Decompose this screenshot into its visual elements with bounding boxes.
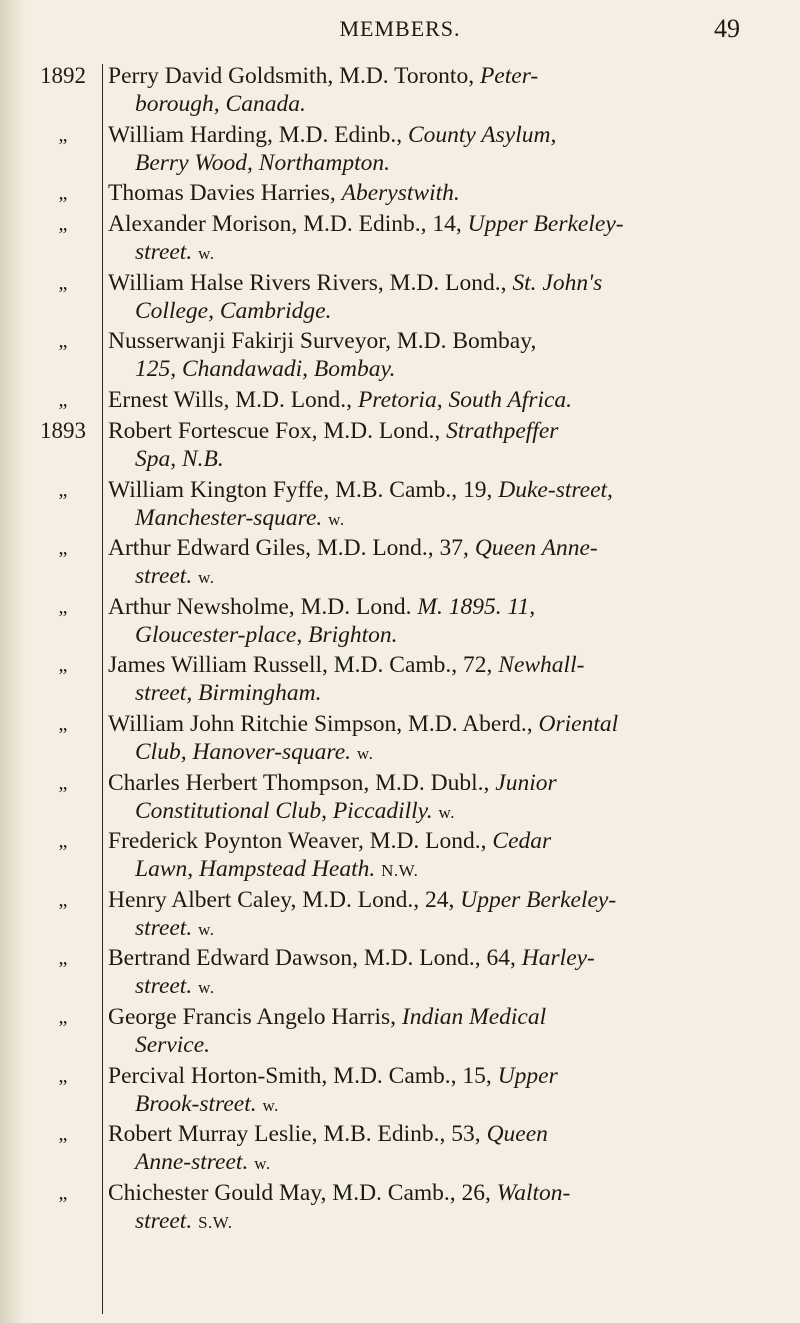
member-entry <box>0 593 800 652</box>
entry-text <box>108 534 740 592</box>
entry-line-1 <box>108 769 740 797</box>
entry-name: James William Russell, M.D. Camb., 72, <box>108 652 499 679</box>
entry-address-cont: Gloucester-place, Brighton. <box>135 621 398 648</box>
entry-year: „ <box>58 271 68 294</box>
entry-line-2 <box>108 149 740 177</box>
entry-postal-district: w. <box>262 1095 279 1115</box>
entry-text <box>108 1003 740 1059</box>
entry-line-1 <box>108 1179 740 1207</box>
entry-address-cont: street. <box>135 914 193 941</box>
entry-address-start: Cedar <box>492 828 552 855</box>
entry-name: Charles Herbert Thompson, M.D. Dubl., <box>108 769 496 796</box>
entry-address-start: Upper Berkeley- <box>460 886 617 913</box>
entry-address-start: Walton- <box>496 1179 571 1206</box>
member-entry <box>0 886 800 945</box>
entry-text <box>108 1062 740 1120</box>
member-entry <box>0 269 800 328</box>
entry-line-2 <box>108 297 740 325</box>
entry-postal-district: w. <box>356 743 374 763</box>
entry-line-1 <box>108 179 740 207</box>
entry-postal-district: w. <box>328 509 345 529</box>
entry-address-cont: street. <box>135 239 193 266</box>
entry-address-start: Indian Medical <box>401 1003 547 1030</box>
entry-address-cont: Manchester-square. <box>135 504 323 531</box>
entry-name: Chichester Gould May, M.D. Camb., 26, <box>108 1179 497 1206</box>
entry-year: „ <box>58 654 68 677</box>
entry-name: Robert Fortescue Fox, M.D. Lond., <box>108 417 447 444</box>
member-entry <box>0 121 800 180</box>
member-entry <box>0 1120 800 1179</box>
entry-line-2 <box>108 90 740 118</box>
entry-address-cont: Lawn, Hampstead Heath. <box>135 856 376 883</box>
entry-name: Perry David Goldsmith, M.D. Toronto, <box>108 63 480 89</box>
member-entry <box>0 827 800 886</box>
entry-address-cont: street, Birmingham. <box>135 680 322 707</box>
entry-name: William Harding, M.D. Edinb., <box>108 121 408 148</box>
entry-year: „ <box>58 1123 68 1146</box>
entry-line-2 <box>108 445 740 473</box>
entry-text <box>108 886 740 944</box>
entry-address-cont: street. <box>135 973 193 1000</box>
entry-line-1 <box>108 476 740 504</box>
entry-address-start: Upper Berkeley- <box>467 211 624 238</box>
entry-line-1 <box>108 1062 740 1090</box>
entry-line-2 <box>108 621 740 649</box>
entry-name: Thomas Davies Harries, <box>108 180 342 207</box>
entry-line-1 <box>108 651 740 679</box>
entry-line-2 <box>108 738 740 768</box>
entry-text <box>108 651 740 707</box>
entry-postal-district: w. <box>198 568 215 588</box>
entry-address-cont: Berry Wood, Northampton. <box>135 149 391 176</box>
entry-year: „ <box>58 1064 68 1087</box>
entry-line-1 <box>108 1120 740 1148</box>
entry-line-1 <box>108 944 740 972</box>
entry-line-2 <box>108 1090 740 1120</box>
entry-line-1 <box>108 1003 740 1031</box>
page-number: 49 <box>714 14 740 43</box>
entry-text <box>108 944 740 1002</box>
entry-text <box>108 827 740 885</box>
entry-line-1 <box>108 417 740 445</box>
member-entry <box>0 534 800 593</box>
entry-line-2 <box>108 1031 740 1059</box>
entry-address-cont: Brook-street. <box>135 1090 257 1117</box>
entry-line-2 <box>108 914 740 944</box>
entry-name: Nusserwanji Fakirji Surveyor, M.D. Bombay, <box>108 328 537 355</box>
entry-address-start: St. John's <box>512 269 603 296</box>
entry-line-2 <box>108 238 740 268</box>
entry-line-2 <box>108 972 740 1002</box>
entry-year: „ <box>58 1181 68 1204</box>
entry-line-1 <box>108 886 740 914</box>
entry-name: Frederick Poynton Weaver, M.D. Lond., <box>108 828 493 855</box>
entry-name: William John Ritchie Simpson, M.D. Aberd., <box>108 710 539 737</box>
entry-text <box>108 1179 740 1237</box>
member-entry <box>0 1062 800 1121</box>
entry-name: Ernest Wills, M.D. Lond., <box>108 386 358 413</box>
entry-address-start: Peter- <box>479 63 539 89</box>
entry-year: „ <box>58 388 68 411</box>
entry-text <box>108 62 740 118</box>
entry-year: „ <box>58 947 68 970</box>
entry-year: „ <box>58 830 68 853</box>
entry-address-start: Aberystwith. <box>341 180 460 207</box>
entry-year: „ <box>58 595 68 618</box>
entry-address-start: Duke-street, <box>498 476 613 503</box>
entry-postal-district: S.W. <box>198 1212 233 1232</box>
entry-text <box>108 121 740 177</box>
running-header: MEMBERS. <box>339 16 461 41</box>
entry-line-1 <box>108 386 740 414</box>
entry-address-cont: borough, Canada. <box>135 91 306 117</box>
member-entry <box>0 476 800 535</box>
member-entry <box>0 62 800 121</box>
entry-year: „ <box>58 712 68 735</box>
entry-year: „ <box>58 213 68 236</box>
entry-line-1 <box>108 121 740 149</box>
entry-line-2 <box>108 855 740 885</box>
entry-address-start: Queen <box>486 1121 548 1148</box>
entry-name: William Halse Rivers Rivers, M.D. Lond., <box>108 269 513 296</box>
entry-postal-district: w. <box>438 802 455 822</box>
entry-year: „ <box>58 1005 68 1028</box>
entry-address-cont: street. <box>135 1207 193 1234</box>
entry-text <box>108 210 740 268</box>
entry-year: 1892 <box>40 63 86 88</box>
member-entry <box>0 944 800 1003</box>
entry-year: „ <box>58 771 68 794</box>
entry-postal-district: w. <box>198 919 215 939</box>
entry-address-cont: Service. <box>135 1031 211 1058</box>
entry-year: „ <box>58 123 68 146</box>
entry-text <box>108 1120 740 1178</box>
member-entry <box>0 210 800 269</box>
entry-address-cont: 125, Chandawadi, Bombay. <box>135 356 396 383</box>
member-entry <box>0 769 800 828</box>
member-entry <box>0 651 800 710</box>
member-list <box>0 62 800 1237</box>
entry-text <box>108 327 740 383</box>
entry-address-cont: street. <box>135 563 193 590</box>
entry-year: „ <box>58 537 68 560</box>
entry-year: „ <box>58 330 68 353</box>
entry-line-1 <box>108 534 740 562</box>
entry-address-cont: Anne-street. <box>135 1149 249 1176</box>
entry-address-cont: Spa, N.B. <box>135 445 224 472</box>
entry-address-cont: Constitutional Club, Piccadilly. <box>135 797 433 824</box>
entry-text <box>108 386 740 414</box>
entry-name: Arthur Edward Giles, M.D. Lond., 37, <box>108 535 475 562</box>
entry-name: Robert Murray Leslie, M.B. Edinb., 53, <box>108 1121 487 1148</box>
entry-name: Henry Albert Caley, M.D. Lond., 24, <box>108 886 461 913</box>
entry-text <box>108 417 740 473</box>
entry-address-start: County Asylum, <box>407 121 557 148</box>
entry-address-start: Oriental <box>538 710 619 737</box>
member-entry <box>0 1003 800 1062</box>
entry-address-start: Pretoria, South Africa. <box>357 386 573 413</box>
member-entry <box>0 417 800 476</box>
entry-address-start: M. 1895. 11, <box>417 593 536 620</box>
entry-line-2 <box>108 1148 740 1178</box>
entry-text <box>108 269 740 325</box>
entry-year: „ <box>58 182 68 205</box>
entry-name: Alexander Morison, M.D. Edinb., 14, <box>108 211 468 238</box>
entry-line-2 <box>108 504 740 534</box>
entry-address-start: Newhall- <box>498 652 585 679</box>
entry-line-1 <box>108 269 740 297</box>
member-entry <box>0 179 800 210</box>
entry-text <box>108 710 740 768</box>
entry-text <box>108 593 740 649</box>
entry-postal-district: w. <box>198 978 215 998</box>
entry-line-1 <box>108 210 740 238</box>
entry-text <box>108 179 740 207</box>
entry-line-1 <box>108 827 740 855</box>
entry-address-start: Queen Anne- <box>474 535 598 562</box>
entry-line-2 <box>108 1207 740 1237</box>
entry-address-cont: Club, Hanover-square. <box>135 738 352 765</box>
entry-line-1 <box>108 593 740 621</box>
entry-line-2 <box>108 355 740 383</box>
member-entry <box>0 710 800 769</box>
entry-name: George Francis Angelo Harris, <box>108 1003 402 1030</box>
entry-postal-district: N.W. <box>381 861 419 881</box>
entry-postal-district: w. <box>254 1154 271 1174</box>
entry-text <box>108 476 740 534</box>
entry-line-2 <box>108 562 740 592</box>
entry-line-1 <box>108 62 740 90</box>
entry-year: „ <box>58 478 68 501</box>
entry-text <box>108 769 740 827</box>
entry-address-cont: College, Cambridge. <box>135 297 332 324</box>
entry-line-1 <box>108 327 740 355</box>
entry-address-start: Upper <box>497 1062 558 1089</box>
member-entry <box>0 386 800 417</box>
entry-name: Arthur Newsholme, M.D. Lond. <box>108 593 418 620</box>
entry-address-start: Junior <box>495 769 557 796</box>
member-entry <box>0 327 800 386</box>
entry-name: Bertrand Edward Dawson, M.D. Lond., 64, <box>108 945 522 972</box>
entry-line-2 <box>108 679 740 707</box>
entry-line-1 <box>108 710 740 738</box>
entry-year: „ <box>58 888 68 911</box>
entry-postal-district: w. <box>198 244 215 264</box>
entry-year: 1893 <box>40 417 86 443</box>
member-entry <box>0 1179 800 1238</box>
entry-line-2 <box>108 797 740 827</box>
entry-address-start: Strathpeffer <box>446 417 559 444</box>
entry-address-start: Harley- <box>521 945 595 972</box>
entry-name: Percival Horton-Smith, M.D. Camb., 15, <box>108 1062 498 1089</box>
entry-name: William Kington Fyffe, M.B. Camb., 19, <box>108 476 499 503</box>
